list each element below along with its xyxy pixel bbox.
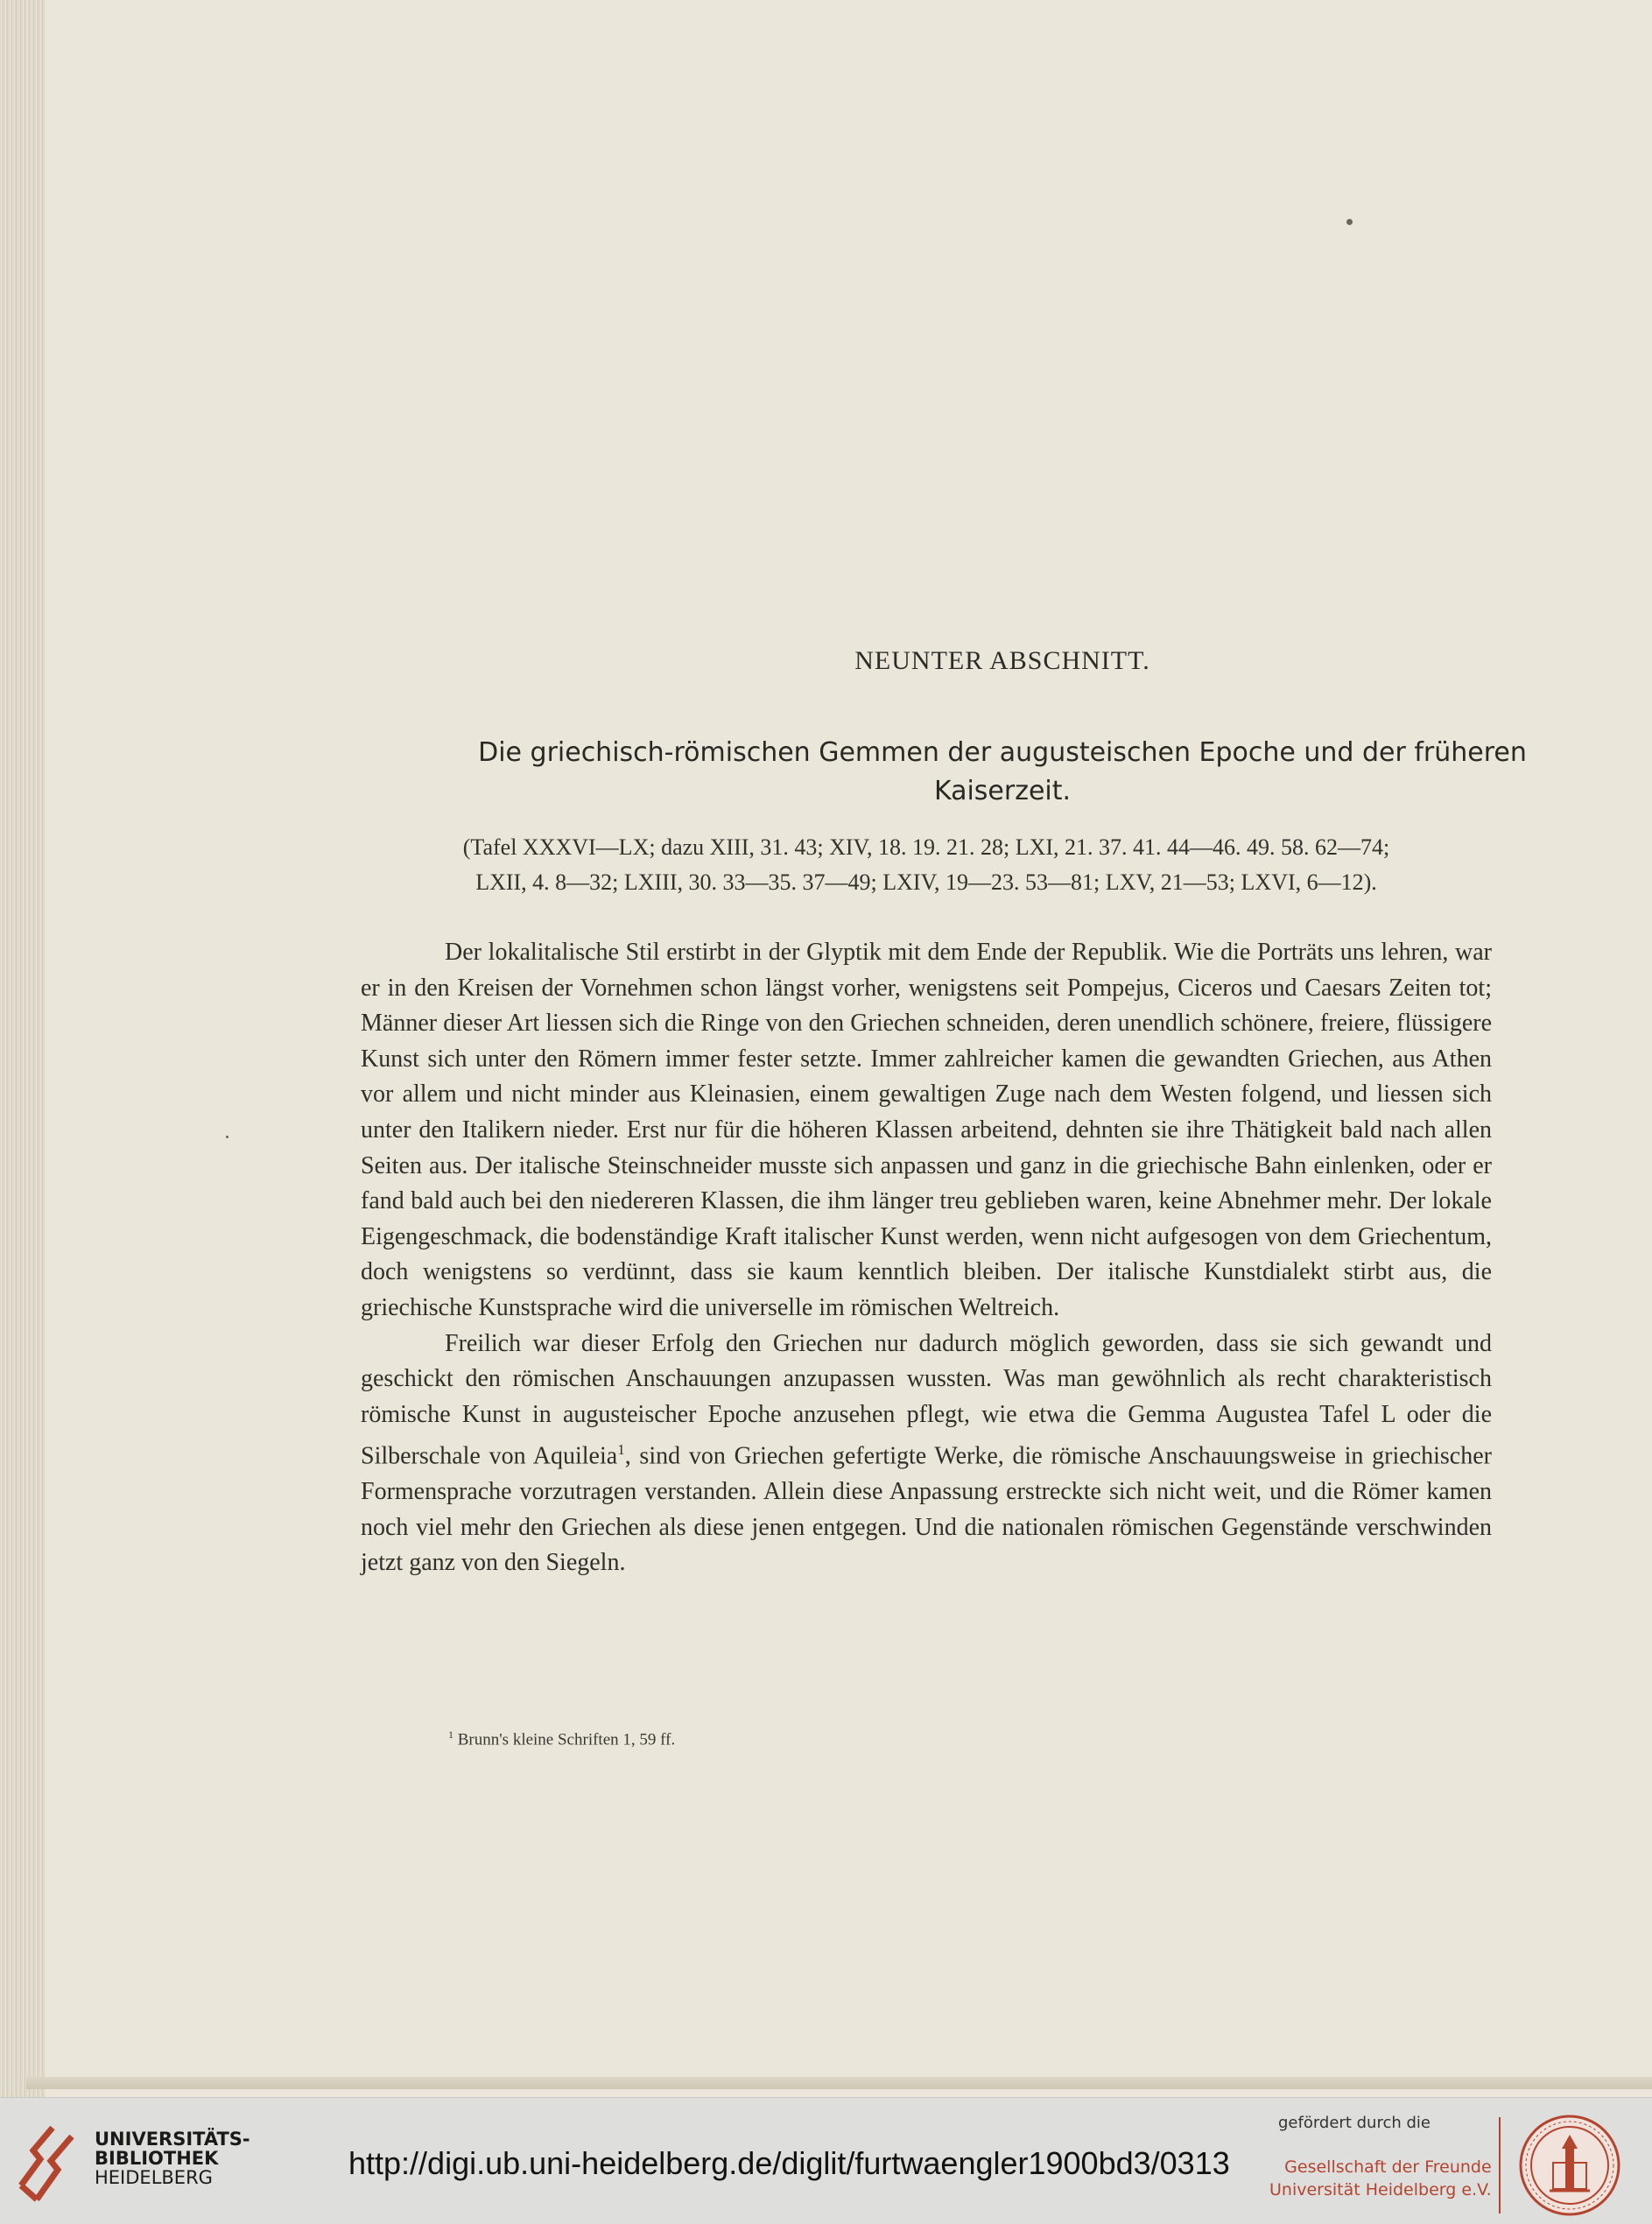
funded-by-label: gefördert durch die (1278, 2114, 1431, 2132)
plate-reference-line: (Tafel XXXVI—LX; dazu XIII, 31. 43; XIV, 18. 19. 21. 28; LXI, 21. 37. 41. 44—46. 49. 58. 62—74; (462, 834, 1390, 860)
footer-divider (1499, 2117, 1501, 2213)
page-bottom-edge (26, 2077, 1652, 2089)
footnote-text: Brunn's kleine Schriften 1, 59 ff. (457, 1730, 676, 1749)
society-name-line: Gesellschaft der Freunde (1284, 2157, 1492, 2177)
chapter-title (368, 734, 1637, 811)
paper-speck (226, 1136, 228, 1138)
university-seal-icon[interactable] (1518, 2114, 1621, 2217)
book-page-edges (0, 0, 46, 2097)
paragraph-text: Freilich war dieser Erfolg den Griechen nur dadurch möglich geworden, dass sie sich gewandt und geschickt den römischen Anschauungen anzupassen wussten. Was man gewöhnlich als recht charakteristisch römische Kunst in augusteischer Epoche anzusehen pflegt, wie etwa die Gemma Augustea Tafel L oder die Silberschale von Aquileia (361, 1329, 1492, 1470)
paragraph-text: , sind von Griechen gefertigte Werke, die römische Anschauungsweise in griechischer Formensprache vorzutragen verstanden. Allein diese Anpassung erstreckte sich nicht weit, und die Römer kamen noch viel mehr den Griechen als diese jenen entgegen. Und die nationalen römischen Gegenstände verschwinden jetzt ganz von den Siegeln. (361, 1442, 1492, 1577)
body-text (361, 935, 1492, 1581)
footnote-reference[interactable]: 1 (617, 1441, 625, 1459)
section-heading: NEUNTER ABSCHNITT. (854, 646, 1150, 675)
library-name-line: HEIDELBERG (95, 2167, 213, 2188)
library-name-line: BIBLIOTHEK (95, 2148, 219, 2169)
plate-reference-line: LXII, 4. 8—32; LXIII, 30. 33—35. 37—49; LXIV, 19—23. 53—81; LXV, 21—53; LXVI, 6—12). (475, 869, 1377, 895)
chapter-title-line: Kaiserzeit. (933, 776, 1072, 806)
footnote (448, 1728, 675, 1749)
library-name (95, 2129, 250, 2187)
society-name (1269, 2156, 1492, 2201)
paragraph (361, 1327, 1492, 1581)
footer-bar (0, 2097, 1652, 2224)
library-name-line: UNIVERSITÄTS- (95, 2129, 250, 2150)
chapter-title-line: Die griechisch-römischen Gemmen der augusteischen Epoche und der früheren (478, 737, 1527, 768)
society-name-line: Universität Heidelberg e.V. (1269, 2180, 1492, 2199)
plate-references (361, 830, 1492, 900)
permalink-url[interactable]: http://digi.ub.uni-heidelberg.de/diglit/furtwaengler1900bd3/0313 (348, 2145, 1230, 2181)
footnote-mark: 1 (448, 1728, 453, 1741)
paragraph: Der lokalitalische Stil erstirbt in der Glyptik mit dem Ende der Republik. Wie die Porträts uns lehren, war er in den Kreisen der Vornehmen schon längst vorher, wenigstens seit Pompejus, Ciceros und Caesars Zeiten tot; Männer dieser Art liessen sich die Ringe von den Griechen schneiden, deren unendlich schönere, freiere, flüssigere Kunst sich unter den Römern immer fester setzte. Immer zahlreicher kamen die gewandten Griechen, aus Athen vor allem und nicht minder aus Kleinasien, einem gewaltigen Zuge nach dem Westen folgend, und liessen sich unter den Italikern nieder. Erst nur für die höheren Klassen arbeitend, dehnten sie ihre Thätigkeit bald nach allen Seiten aus. Der italische Steinschneider musste sich anpassen und ganz in die griechische Bahn einlenken, oder er fand bald auch bei den niedereren Klassen, die ihm länger treu geblieben waren, keine Abnehmer mehr. Der lokale Eigengeschmack, die bodenständige Kraft italischer Kunst werden, wenn nicht aufgesogen von dem Griechentum, doch wenigstens so verdünnt, dass sie kaum kenntlich bleiben. Der italische Kunstdialekt stirbt aus, die griechische Kunstsprache wird die universelle im römischen Weltreich. (361, 939, 1492, 1321)
paper-speck (1346, 219, 1353, 225)
library-logo-icon[interactable] (14, 2124, 84, 2203)
